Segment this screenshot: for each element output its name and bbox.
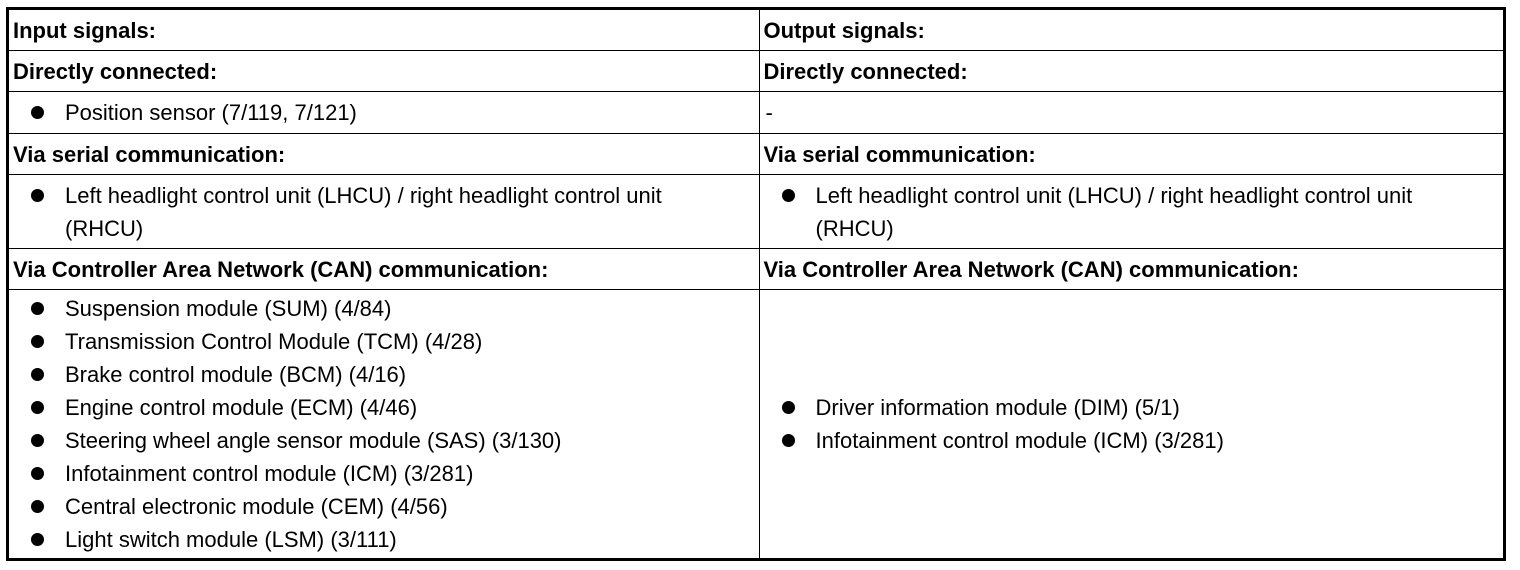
list-item bbox=[13, 292, 755, 325]
bullet-icon bbox=[31, 302, 44, 315]
list-item-label: Left headlight control unit (LHCU) / right headlight control unit (RHCU) bbox=[815, 182, 1413, 241]
output-direct-label: Directly connected: bbox=[759, 51, 1503, 92]
list-item bbox=[13, 96, 755, 129]
output-serial-list bbox=[764, 179, 1500, 245]
bullet-icon bbox=[31, 401, 44, 414]
list-item-label: Left headlight control unit (LHCU) / right headlight control unit (RHCU) bbox=[65, 182, 662, 241]
list-item-label: Central electronic module (CEM) (4/56) bbox=[65, 494, 448, 519]
can-items-row bbox=[9, 290, 1503, 559]
bullet-icon bbox=[31, 368, 44, 381]
list-item-label: Light switch module (LSM) (3/111) bbox=[65, 527, 397, 552]
list-item-label: Position sensor (7/119, 7/121) bbox=[65, 100, 357, 125]
list-item-label: Infotainment control module (ICM) (3/281) bbox=[65, 461, 474, 486]
bullet-icon bbox=[31, 106, 44, 119]
bullet-icon bbox=[782, 401, 795, 414]
list-item-label: Infotainment control module (ICM) (3/281) bbox=[815, 428, 1224, 453]
list-item-label: Transmission Control Module (TCM) (4/28) bbox=[65, 329, 483, 354]
list-item bbox=[764, 424, 1500, 457]
output-serial-cell bbox=[759, 175, 1503, 249]
input-serial-list bbox=[13, 179, 755, 245]
list-item-label: Suspension module (SUM) (4/84) bbox=[65, 296, 392, 321]
output-direct-cell bbox=[759, 92, 1503, 134]
bullet-icon bbox=[31, 467, 44, 480]
list-item-label: Engine control module (ECM) (4/46) bbox=[65, 395, 418, 420]
list-item-label: Brake control module (BCM) (4/16) bbox=[65, 362, 407, 387]
direct-items-row bbox=[9, 92, 1503, 134]
header-row bbox=[9, 10, 1503, 51]
list-item bbox=[13, 457, 755, 490]
list-item bbox=[13, 490, 755, 523]
list-item bbox=[13, 523, 755, 556]
bullet-icon bbox=[31, 434, 44, 447]
output-direct-value: - bbox=[765, 100, 773, 125]
input-can-label: Via Controller Area Network (CAN) communication: bbox=[9, 249, 759, 290]
bullet-icon bbox=[31, 335, 44, 348]
input-signals-header: Input signals: bbox=[9, 10, 759, 51]
bullet-icon bbox=[31, 500, 44, 513]
output-can-label: Via Controller Area Network (CAN) communication: bbox=[759, 249, 1503, 290]
output-serial-label: Via serial communication: bbox=[759, 134, 1503, 175]
input-direct-cell bbox=[9, 92, 759, 134]
can-label-row bbox=[9, 249, 1503, 290]
list-item bbox=[13, 325, 755, 358]
list-item bbox=[13, 424, 755, 457]
direct-label-row bbox=[9, 51, 1503, 92]
bullet-icon bbox=[31, 189, 44, 202]
input-can-list bbox=[13, 292, 755, 556]
serial-label-row bbox=[9, 134, 1503, 175]
input-can-cell bbox=[9, 290, 759, 559]
input-serial-cell bbox=[9, 175, 759, 249]
list-item bbox=[764, 391, 1500, 424]
bullet-icon bbox=[782, 189, 795, 202]
list-item-label: Steering wheel angle sensor module (SAS) (3/130) bbox=[65, 428, 562, 453]
input-direct-list bbox=[13, 96, 755, 129]
bullet-icon bbox=[31, 533, 44, 546]
signals-table bbox=[6, 7, 1506, 561]
signals-grid bbox=[9, 10, 1503, 558]
list-item bbox=[13, 179, 755, 245]
serial-items-row bbox=[9, 175, 1503, 249]
list-item bbox=[13, 391, 755, 424]
output-can-cell bbox=[759, 290, 1503, 559]
list-item bbox=[764, 179, 1500, 245]
list-item bbox=[13, 358, 755, 391]
input-serial-label: Via serial communication: bbox=[9, 134, 759, 175]
bullet-icon bbox=[782, 434, 795, 447]
input-direct-label: Directly connected: bbox=[9, 51, 759, 92]
list-item-label: Driver information module (DIM) (5/1) bbox=[815, 395, 1180, 420]
output-can-list bbox=[764, 391, 1500, 457]
output-signals-header: Output signals: bbox=[759, 10, 1503, 51]
